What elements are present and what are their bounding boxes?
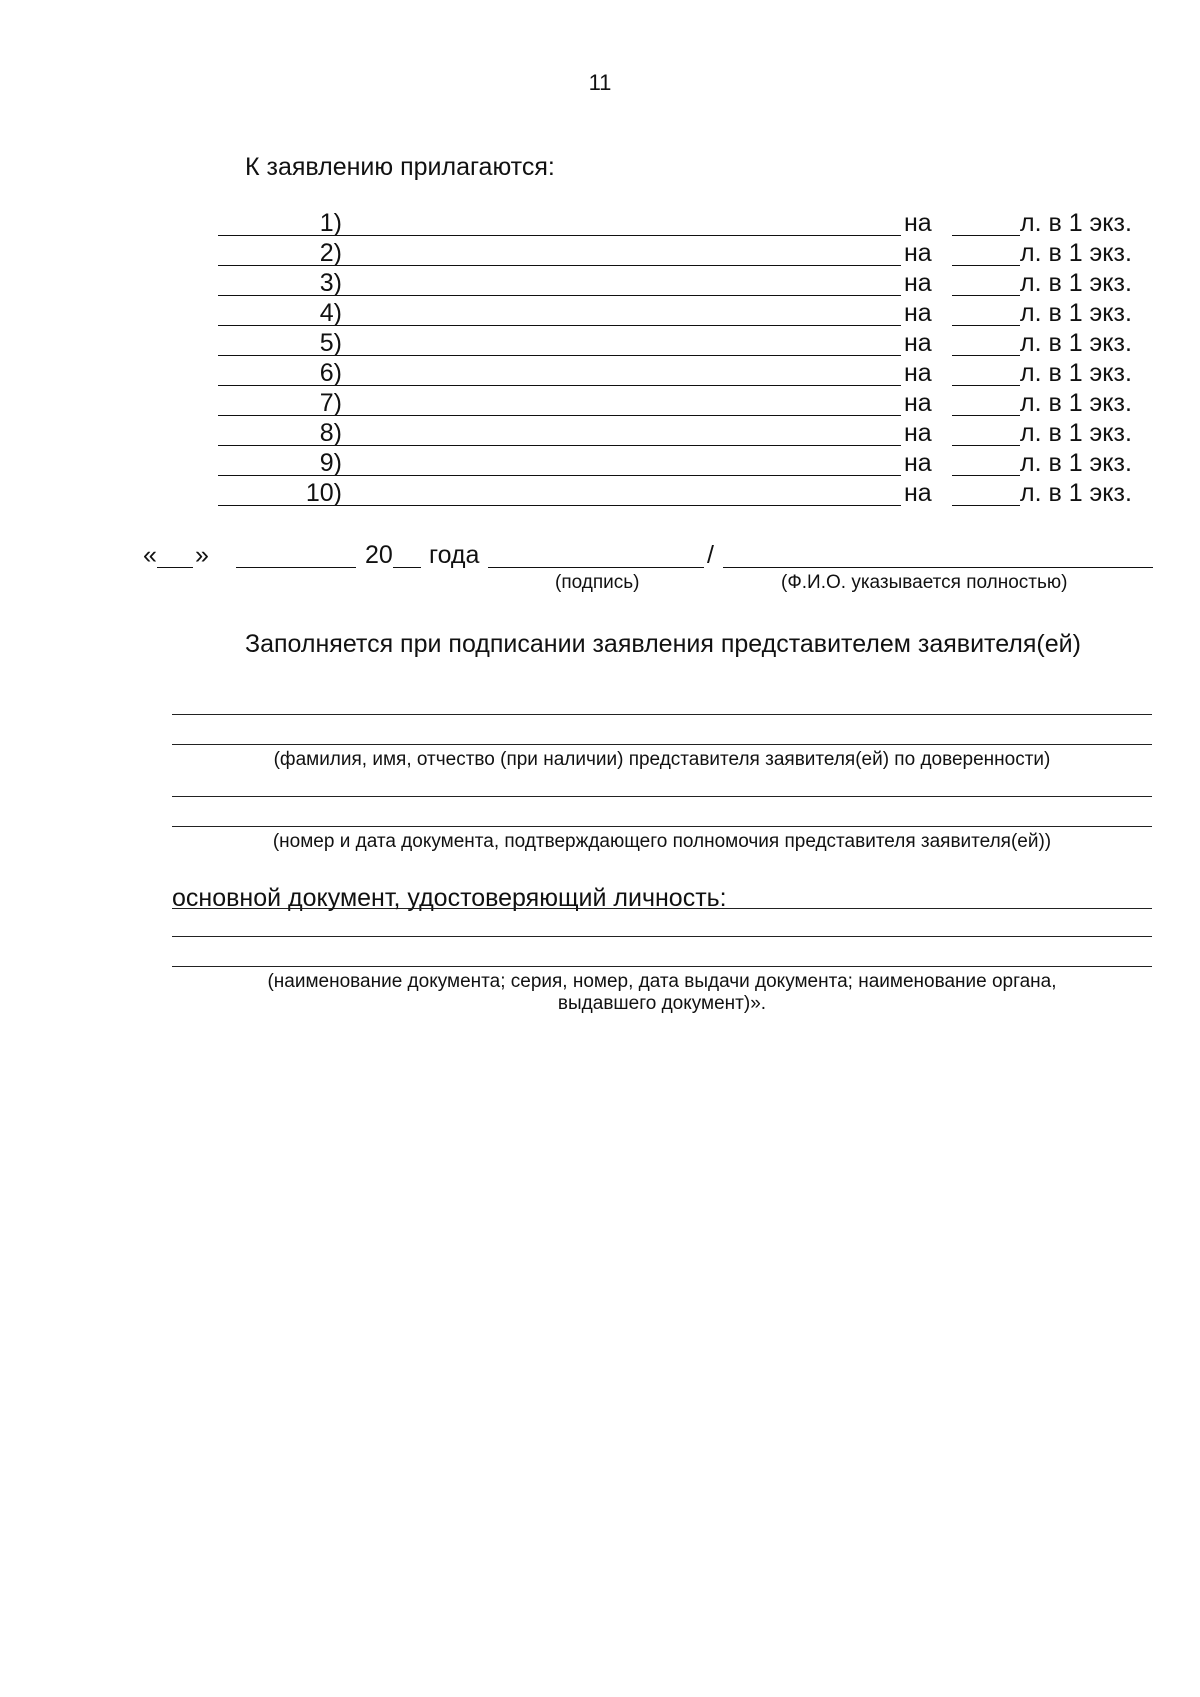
attachment-name-field[interactable]	[218, 235, 901, 236]
authority-doc-line-2[interactable]	[172, 826, 1152, 827]
attachment-number: 2)	[319, 239, 342, 267]
year-prefix: 20	[365, 541, 393, 569]
attachment-copies-label: л. в 1 экз.	[1020, 389, 1132, 417]
attachment-copies-label: л. в 1 экз.	[1020, 449, 1132, 477]
authority-doc-line-1[interactable]	[172, 796, 1152, 797]
attachment-name-field[interactable]	[218, 505, 901, 506]
attachment-pages-field[interactable]	[952, 325, 1020, 326]
attachment-name-field[interactable]	[218, 475, 901, 476]
attachment-pages-field[interactable]	[952, 355, 1020, 356]
attachment-number: 5)	[319, 329, 342, 357]
attachment-copies-label: л. в 1 экз.	[1020, 239, 1132, 267]
attachment-row	[150, 419, 1150, 449]
month-field[interactable]	[236, 567, 356, 568]
attachment-pages-field[interactable]	[952, 475, 1020, 476]
slash-separator: /	[707, 541, 714, 569]
representative-fio-line-2[interactable]	[172, 744, 1152, 745]
attachment-pages-field[interactable]	[952, 235, 1020, 236]
attachment-copies-label: л. в 1 экз.	[1020, 269, 1132, 297]
signature-field[interactable]	[488, 567, 704, 568]
attachment-number: 9)	[319, 449, 342, 477]
attachment-number: 10)	[305, 479, 342, 507]
day-field[interactable]	[157, 567, 193, 568]
attachment-number: 7)	[319, 389, 342, 417]
representative-heading: Заполняется при подписании заявления представителем заявителя(ей)	[245, 630, 1081, 658]
attachment-row	[150, 239, 1150, 269]
representative-fio-line-1[interactable]	[172, 714, 1152, 715]
attachments-list	[150, 209, 1150, 509]
attachment-na-label: на	[904, 479, 932, 507]
attachment-copies-label: л. в 1 экз.	[1020, 479, 1132, 507]
attachment-name-field[interactable]	[218, 445, 901, 446]
signature-caption: (подпись)	[555, 572, 640, 593]
attachment-number: 6)	[319, 359, 342, 387]
id-document-line-2[interactable]	[172, 936, 1152, 937]
attachment-copies-label: л. в 1 экз.	[1020, 209, 1132, 237]
attachment-row	[150, 449, 1150, 479]
id-document-line-3[interactable]	[172, 966, 1152, 967]
attachment-pages-field[interactable]	[952, 445, 1020, 446]
attachment-copies-label: л. в 1 экз.	[1020, 359, 1132, 387]
attachment-name-field[interactable]	[218, 385, 901, 386]
attachment-row	[150, 299, 1150, 329]
attachment-na-label: на	[904, 239, 932, 267]
authority-doc-caption: (номер и дата документа, подтверждающего полномочия представителя заявителя(ей))	[272, 831, 1052, 852]
id-document-caption-line-1: (наименование документа; серия, номер, дата выдачи документа; наименование органа,	[267, 971, 1057, 992]
attachment-pages-field[interactable]	[952, 415, 1020, 416]
attachments-heading: К заявлению прилагаются:	[245, 153, 555, 181]
attachment-name-field[interactable]	[218, 265, 901, 266]
attachment-name-field[interactable]	[218, 355, 901, 356]
date-signature-line	[143, 541, 1153, 601]
attachment-name-field[interactable]	[218, 295, 901, 296]
attachment-row	[150, 479, 1150, 509]
year-field[interactable]	[393, 567, 421, 568]
attachment-row	[150, 329, 1150, 359]
representative-fio-caption: (фамилия, имя, отчество (при наличии) представителя заявителя(ей) по доверенности)	[273, 749, 1051, 770]
attachment-na-label: на	[904, 419, 932, 447]
attachment-na-label: на	[904, 209, 932, 237]
attachment-number: 1)	[319, 209, 342, 237]
attachment-na-label: на	[904, 269, 932, 297]
attachment-pages-field[interactable]	[952, 295, 1020, 296]
attachment-na-label: на	[904, 329, 932, 357]
fio-caption: (Ф.И.О. указывается полностью)	[781, 572, 1068, 593]
attachment-pages-field[interactable]	[952, 265, 1020, 266]
attachment-name-field[interactable]	[218, 415, 901, 416]
attachment-na-label: на	[904, 359, 932, 387]
id-document-line-1[interactable]	[172, 908, 1152, 909]
attachment-na-label: на	[904, 389, 932, 417]
attachment-row	[150, 389, 1150, 419]
id-document-label: основной документ, удостоверяющий личность:	[172, 884, 727, 912]
attachment-copies-label: л. в 1 экз.	[1020, 299, 1132, 327]
attachment-na-label: на	[904, 449, 932, 477]
attachment-copies-label: л. в 1 экз.	[1020, 329, 1132, 357]
attachment-number: 4)	[319, 299, 342, 327]
attachment-na-label: на	[904, 299, 932, 327]
page-number: 11	[588, 70, 612, 95]
quote-close: »	[195, 541, 209, 569]
attachment-row	[150, 269, 1150, 299]
id-document-caption	[172, 971, 1152, 1015]
attachment-pages-field[interactable]	[952, 505, 1020, 506]
id-document-caption-line-2: выдавшего документ)».	[557, 993, 767, 1014]
attachment-copies-label: л. в 1 экз.	[1020, 419, 1132, 447]
attachment-row	[150, 359, 1150, 389]
attachment-pages-field[interactable]	[952, 385, 1020, 386]
attachment-number: 8)	[319, 419, 342, 447]
quote-open: «	[143, 541, 157, 569]
attachment-row	[150, 209, 1150, 239]
fio-field[interactable]	[723, 567, 1153, 568]
attachment-name-field[interactable]	[218, 325, 901, 326]
attachment-number: 3)	[319, 269, 342, 297]
year-suffix: года	[429, 541, 480, 569]
